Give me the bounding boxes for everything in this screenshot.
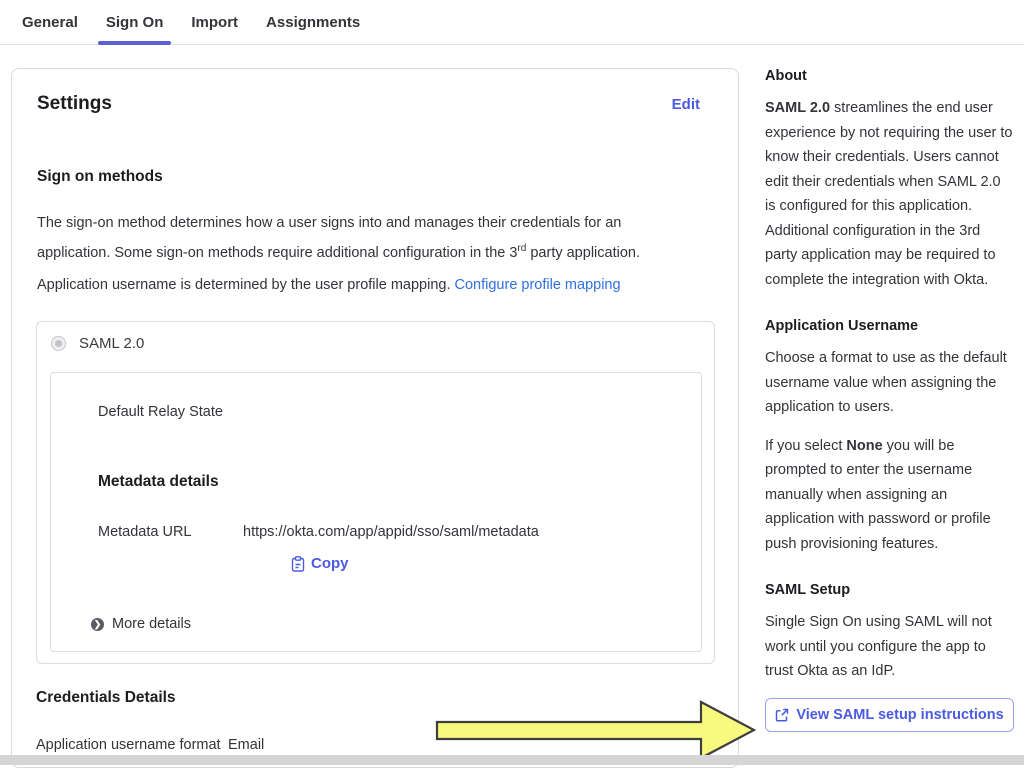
about-bold-lead: SAML 2.0 bbox=[765, 100, 831, 116]
saml-radio-label: SAML 2.0 bbox=[79, 335, 145, 352]
application-username-heading: Application Username bbox=[765, 318, 919, 334]
page-fold-strip bbox=[0, 755, 1024, 765]
configure-profile-mapping-link[interactable]: Configure profile mapping bbox=[454, 277, 621, 293]
about-body-text: streamlines the end user experience by not requiring the user to know their credentials. Users cannot edit their credentials when SAML 2.0 is configured for this application. Additional configuration in the 3rd party application may be required to complete the integration with Okta. bbox=[765, 100, 1013, 288]
tab-sign-on[interactable]: Sign On bbox=[98, 2, 172, 44]
sign-on-methods-heading: Sign on methods bbox=[37, 168, 163, 185]
settings-card bbox=[11, 68, 739, 768]
application-username-p2 bbox=[765, 434, 1015, 557]
saml-setup-heading: SAML Setup bbox=[765, 582, 851, 598]
tab-assignments[interactable]: Assignments bbox=[266, 14, 361, 31]
application-username-p1: Choose a format to use as the default username value when assigning the application to users. bbox=[765, 350, 1007, 415]
view-saml-setup-instructions-button[interactable] bbox=[765, 698, 1014, 732]
application-username-format-value: Email bbox=[228, 737, 265, 753]
edit-settings-link[interactable]: Edit bbox=[671, 96, 700, 113]
tab-import[interactable]: Import bbox=[191, 14, 239, 31]
about-heading: About bbox=[765, 68, 807, 84]
tab-general[interactable]: General bbox=[22, 14, 78, 31]
p2-lead: If you select bbox=[765, 437, 847, 454]
clipboard-copy-icon bbox=[291, 556, 305, 572]
setup-button-label: View SAML setup instructions bbox=[796, 706, 1004, 723]
p2-tail: you will be prompted to enter the username manually when assigning an application with password or profile push provisioning features. bbox=[765, 437, 991, 552]
saml-setup-text: Single Sign On using SAML will not work until you configure the app to trust Okta as an IdP. bbox=[765, 614, 992, 679]
metadata-url-label: Metadata URL bbox=[98, 524, 192, 540]
help-sidebar bbox=[765, 68, 1015, 732]
saml-radio-row[interactable] bbox=[51, 335, 144, 352]
saml-option-box bbox=[36, 321, 715, 664]
metadata-details-heading: Metadata details bbox=[98, 473, 219, 490]
description-text: The sign-on method determines how a user signs into and manages their credentials for an application. Some sign-on methods require additional configuration in the 3 bbox=[37, 215, 622, 261]
saml-details-box bbox=[50, 372, 702, 652]
more-details-label: More details bbox=[112, 616, 191, 632]
application-username-note bbox=[37, 273, 697, 298]
username-note-text: Application username is determined by the user profile mapping. bbox=[37, 277, 455, 293]
description-text-tail: party application. bbox=[526, 244, 640, 261]
copy-label: Copy bbox=[311, 555, 349, 572]
application-username-format-label: Application username format bbox=[36, 737, 221, 753]
default-relay-state-label: Default Relay State bbox=[98, 404, 223, 420]
more-details-toggle[interactable] bbox=[91, 616, 191, 632]
copy-metadata-url-button[interactable] bbox=[291, 555, 349, 572]
sign-on-methods-description bbox=[37, 211, 677, 266]
saml-radio-button[interactable] bbox=[51, 336, 66, 351]
metadata-url-value: https://okta.com/app/appid/sso/saml/metadata bbox=[243, 524, 539, 540]
settings-title: Settings bbox=[37, 93, 112, 114]
p2-bold-none: None bbox=[846, 437, 883, 454]
app-tab-bar bbox=[0, 0, 1024, 45]
chevron-right-circle-icon: ❯ bbox=[91, 618, 104, 631]
about-text bbox=[765, 96, 1015, 292]
external-link-icon bbox=[775, 708, 789, 722]
ordinal-superscript: rd bbox=[517, 243, 527, 254]
radio-dot bbox=[55, 340, 62, 347]
credentials-details-heading: Credentials Details bbox=[36, 689, 176, 706]
